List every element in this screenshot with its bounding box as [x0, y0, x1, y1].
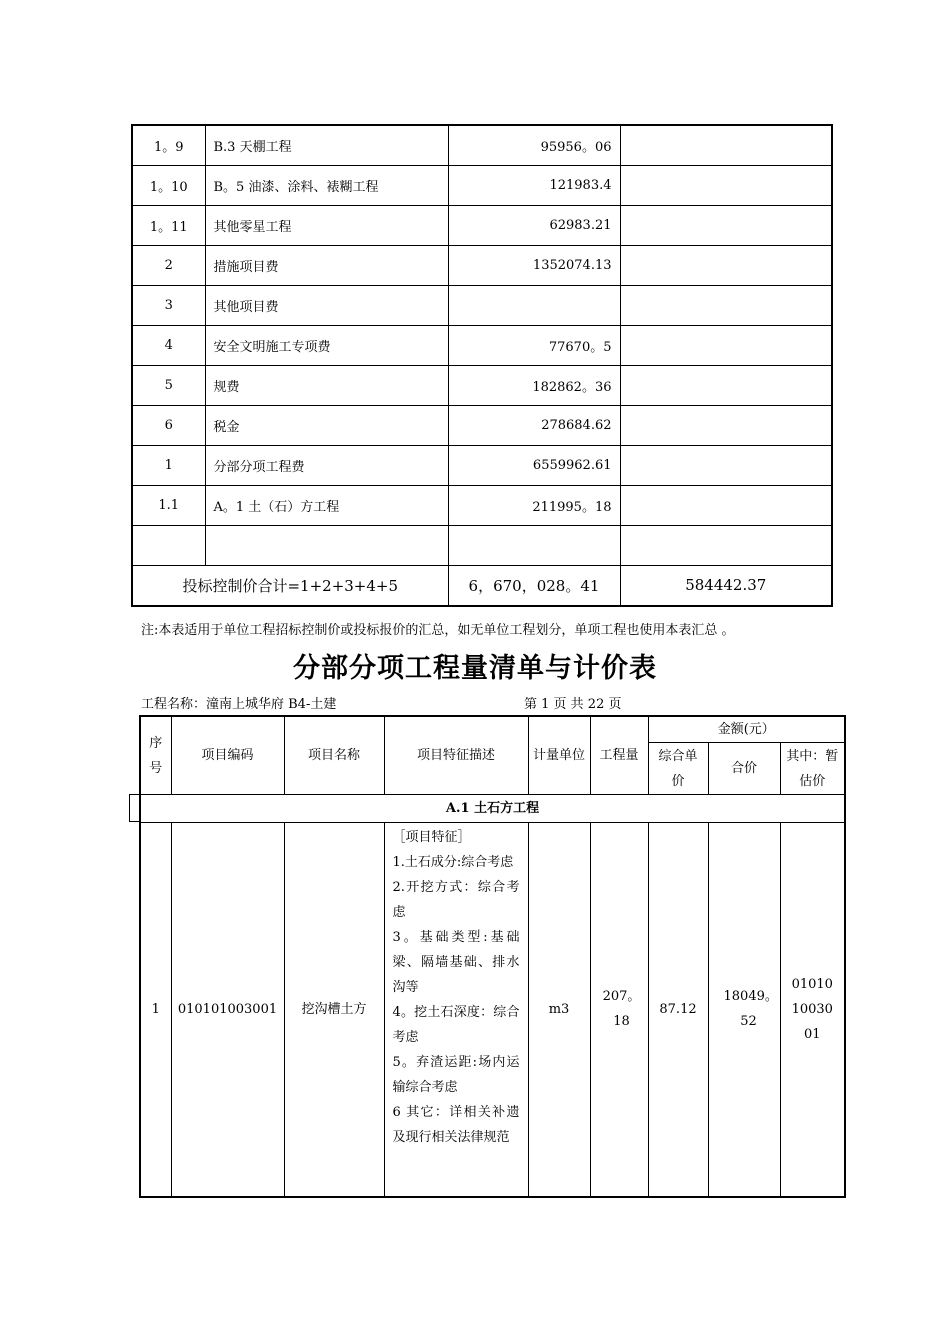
item-total-value: 18049。52: [723, 989, 778, 1030]
summary-extra: [620, 125, 832, 165]
summary-extra: [620, 485, 832, 525]
summary-body: [132, 125, 832, 606]
summary-name: 分部分项工程费: [205, 445, 448, 485]
summary-amount: 6559962.61: [448, 445, 620, 485]
summary-name: 其他项目费: [205, 285, 448, 325]
summary-amount: 62983.21: [448, 205, 620, 245]
summary-row: [132, 325, 832, 365]
header-desc: 项目特征描述: [384, 716, 528, 795]
description-line: 1.土石成分:综合考虑: [392, 855, 514, 870]
item-seq: 1: [140, 823, 171, 1197]
summary-row: [132, 405, 832, 445]
summary-amount: 211995。18: [448, 485, 620, 525]
summary-no: 6: [132, 405, 205, 445]
table-note: 注:本表适用于单位工程招标控制价或投标报价的汇总，如无单位工程划分，单项工程也使用本表汇总 。: [141, 623, 735, 638]
summary-amount: [448, 525, 620, 565]
summary-extra: [620, 205, 832, 245]
item-estimate: [780, 823, 845, 1197]
item-qty-value: 207。18: [602, 989, 641, 1030]
summary-amount: 182862。36: [448, 365, 620, 405]
summary-extra: [620, 325, 832, 365]
item-qty: [590, 823, 648, 1197]
item-estimate-value: 010101003001: [791, 976, 833, 1042]
summary-amount: 77670。5: [448, 325, 620, 365]
header-name: 项目名称: [284, 716, 384, 795]
summary-extra: [620, 445, 832, 485]
item-unit-price: 87.12: [648, 823, 708, 1197]
summary-row: [132, 245, 832, 285]
summary-no: 1.1: [132, 485, 205, 525]
summary-row: [132, 525, 832, 565]
summary-extra: [620, 365, 832, 405]
header-seq-label: 序号: [149, 735, 163, 776]
description-line: 5。弃渣运距:场内运输综合考虑: [392, 1055, 520, 1095]
summary-amount: 95956。06: [448, 125, 620, 165]
page-title: 分部分项工程量清单与计价表: [293, 653, 657, 684]
summary-extra: [620, 245, 832, 285]
header-unit: 计量单位: [528, 716, 590, 795]
item-total: [708, 823, 780, 1197]
item-description: [384, 823, 528, 1197]
header-total: 合价: [708, 743, 780, 795]
header-qty: 工程量: [590, 716, 648, 795]
summary-name: B。5 油漆、涂料、裱糊工程: [205, 165, 448, 205]
summary-amount: 1352074.13: [448, 245, 620, 285]
summary-name: B.3 天棚工程: [205, 125, 448, 165]
summary-no: 1: [132, 445, 205, 485]
summary-name: [205, 525, 448, 565]
summary-row: [132, 165, 832, 205]
total-extra: 584442.37: [620, 565, 832, 606]
summary-row: [132, 485, 832, 525]
summary-row: [132, 365, 832, 405]
summary-amount: [448, 285, 620, 325]
summary-name: A。1 土（石）方工程: [205, 485, 448, 525]
page-info: 第 1 页 共 22 页: [524, 697, 622, 712]
section-heading: A.1 土石方工程: [140, 795, 845, 823]
summary-name: 税金: [205, 405, 448, 445]
summary-name: 其他零星工程: [205, 205, 448, 245]
description-line: 4。挖土石深度：综合考虑: [392, 1005, 520, 1045]
summary-name: 规费: [205, 365, 448, 405]
summary-extra: [620, 405, 832, 445]
description-line: 3。基础类型:基础梁、隔墙基础、排水沟等: [392, 930, 520, 995]
item-unit: m3: [528, 823, 590, 1197]
total-amount: 6，670，028。41: [448, 565, 620, 606]
item-name: 挖沟槽土方: [284, 823, 384, 1197]
summary-amount: 278684.62: [448, 405, 620, 445]
summary-amount: 121983.4: [448, 165, 620, 205]
description-line: 2.开挖方式：综合考虑: [392, 880, 520, 920]
header-estimate: 其中：暂估价: [780, 743, 845, 795]
cost-summary-table: [131, 124, 833, 607]
description-line: ［项目特征］: [392, 830, 471, 845]
header-code: 项目编码: [171, 716, 284, 795]
summary-extra: [620, 165, 832, 205]
summary-no: 4: [132, 325, 205, 365]
summary-row: [132, 445, 832, 485]
bill-of-quantities-table: [139, 715, 846, 1198]
summary-name: 安全文明施工专项费: [205, 325, 448, 365]
summary-row: [132, 285, 832, 325]
summary-no: 3: [132, 285, 205, 325]
summary-no: 2: [132, 245, 205, 285]
summary-name: 措施项目费: [205, 245, 448, 285]
summary-no: 1。11: [132, 205, 205, 245]
summary-no: 5: [132, 365, 205, 405]
summary-no: 1。9: [132, 125, 205, 165]
project-name: 工程名称：潼南上城华府 B4-土建: [141, 697, 337, 712]
header-unit-price: 综合单价: [648, 743, 708, 795]
summary-no: 1。10: [132, 165, 205, 205]
summary-extra: [620, 285, 832, 325]
summary-total-row: [132, 565, 832, 606]
description-line: 6 其它：详相关补遗及现行相关法律规范: [392, 1105, 520, 1145]
item-code: 010101003001: [171, 823, 284, 1197]
summary-no: [132, 525, 205, 565]
summary-row: [132, 125, 832, 165]
header-amount-group: 金额(元）: [648, 716, 845, 743]
total-label: 投标控制价合计=1+2+3+4+5: [132, 565, 448, 606]
header-seq: [140, 716, 171, 795]
summary-extra: [620, 525, 832, 565]
summary-row: [132, 205, 832, 245]
